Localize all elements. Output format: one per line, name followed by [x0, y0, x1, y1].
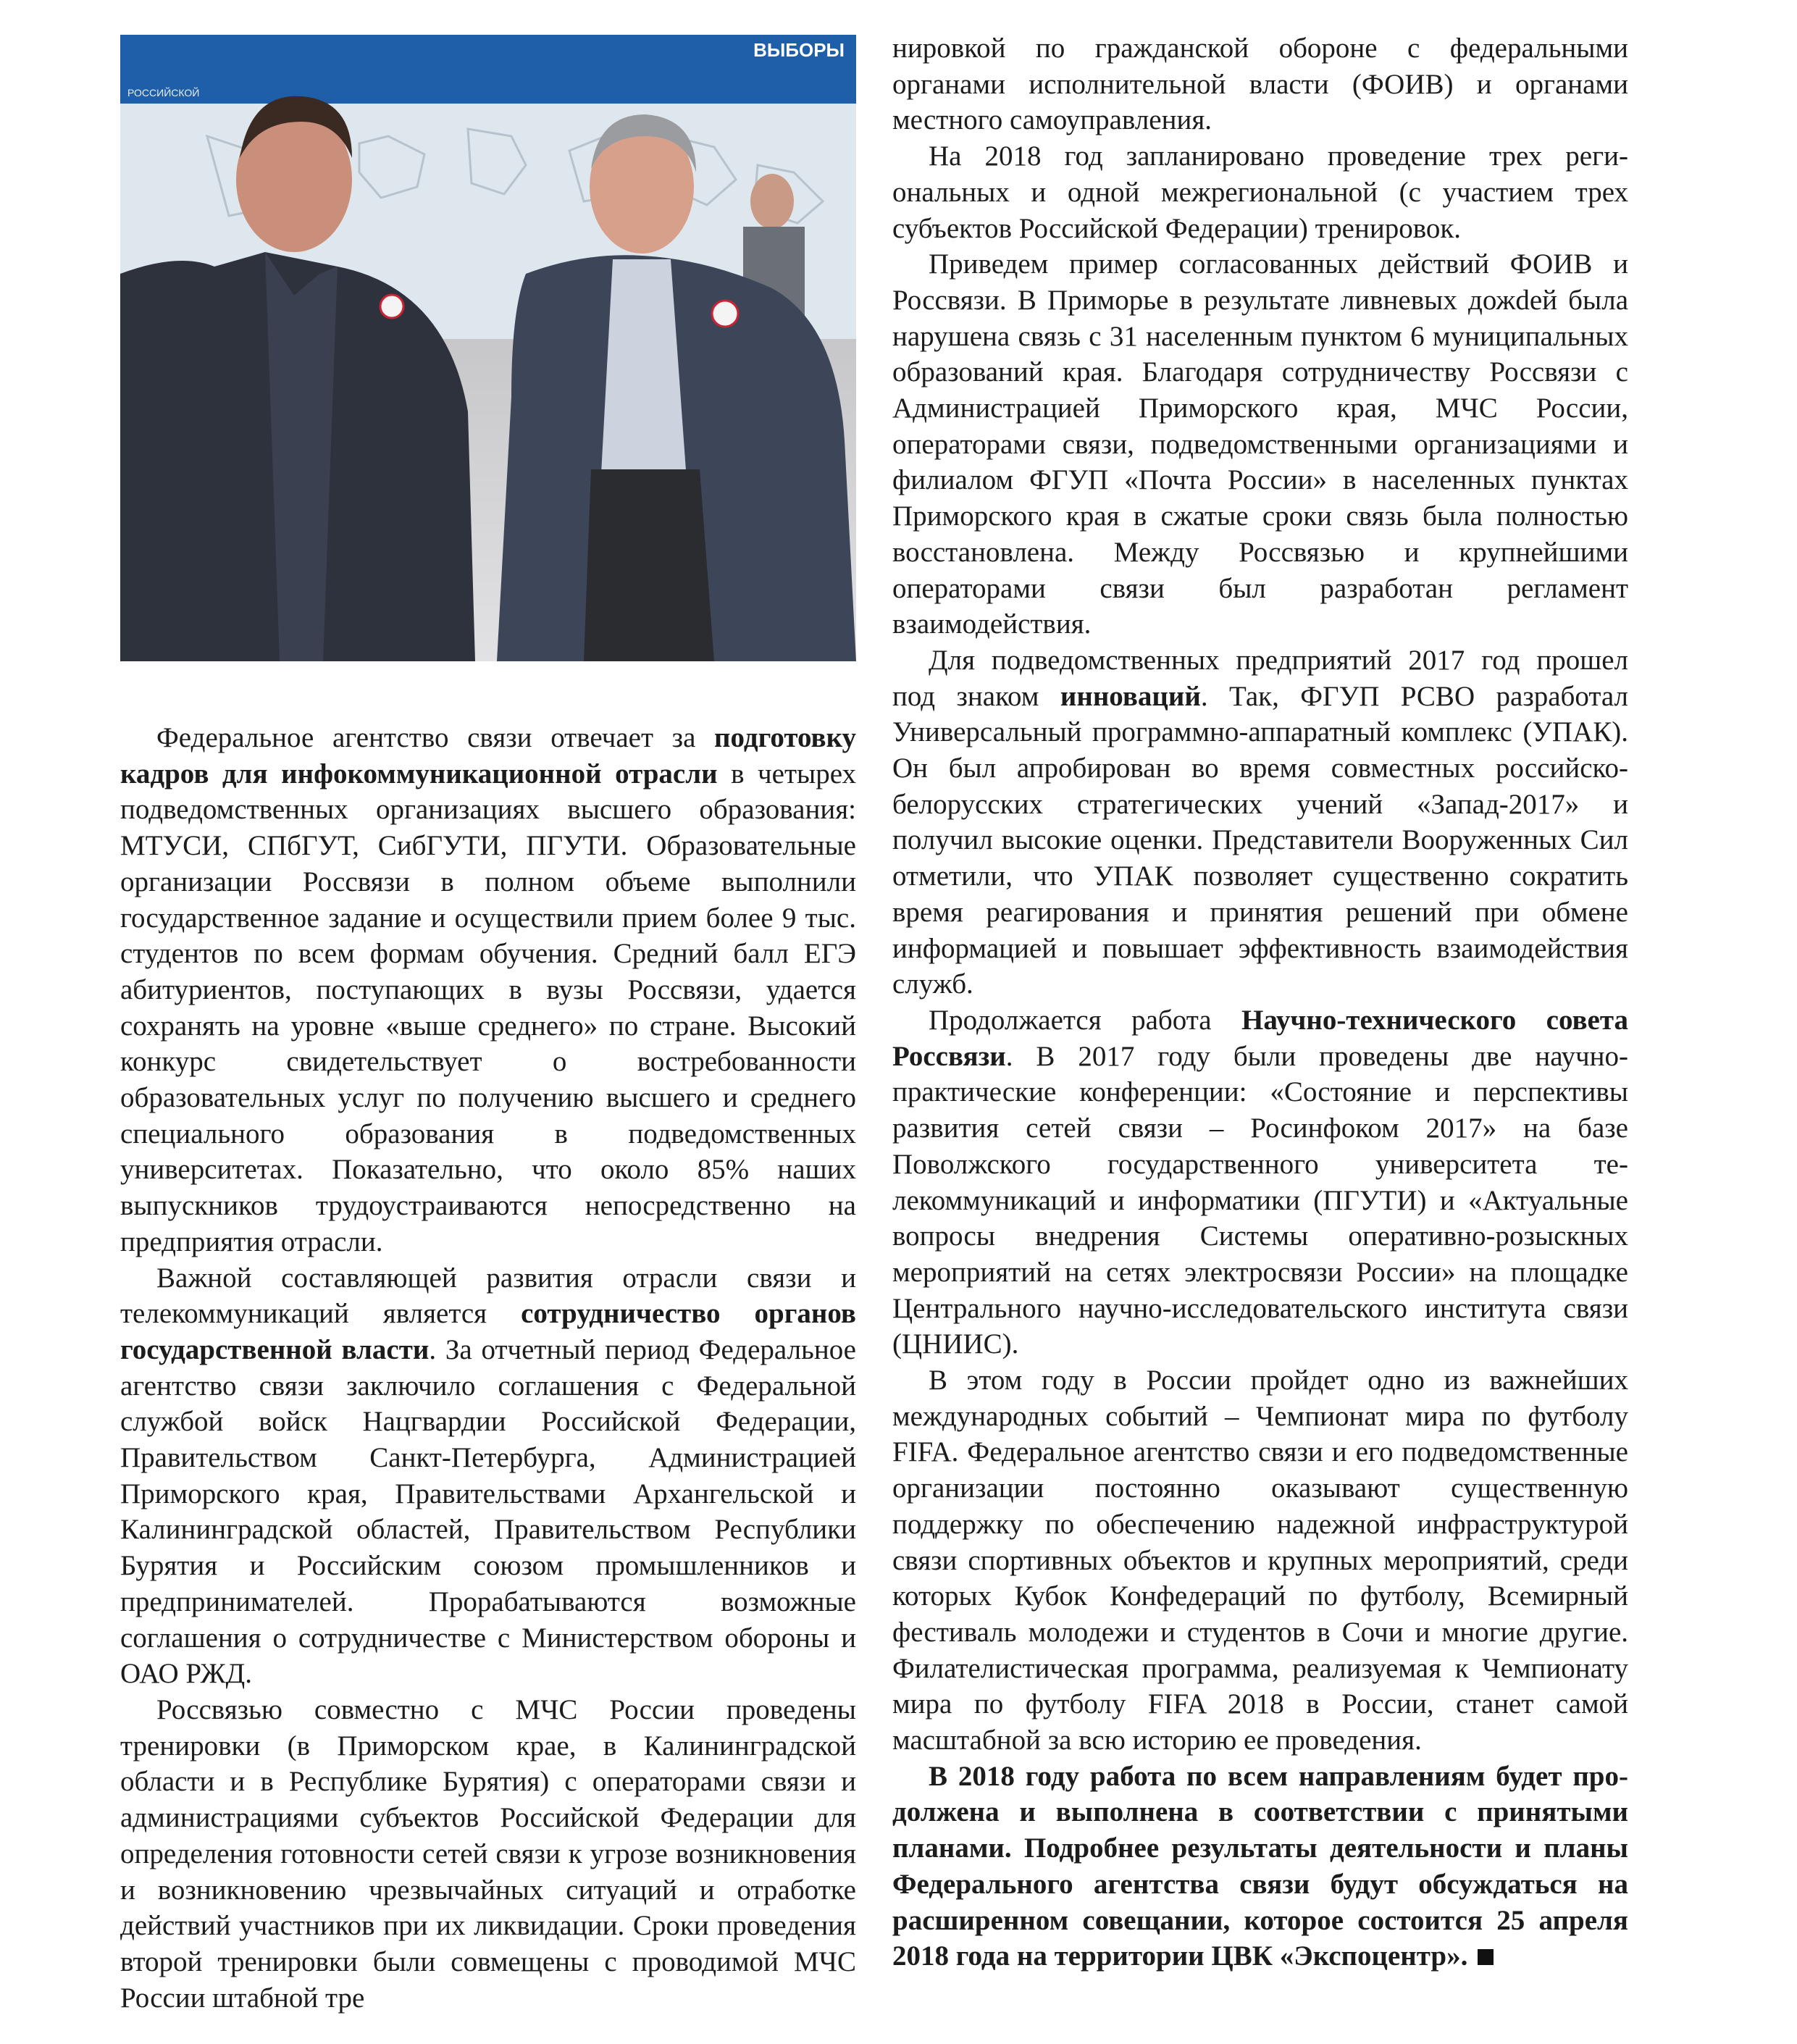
- bold-text: сотрудничество органов государственной власти: [120, 1298, 856, 1365]
- text-run: Для подведомственных предприятий 2017 год прошел под знаком: [892, 644, 1628, 712]
- text-run: . Так, ФГУП РСВО разработал Универсальный программно-аппаратный комплекс (УПАК). Он был апробирован во время совместных российско-белорусских стратегических учений «Запад-2017» и получил высокие оценки. Представители Вооруженных Сил отметили, что УПАК позволяет существенно сократить время реагирования и принятия решений при обмене информацией и повышает эффективность взаимодействия служб.: [892, 680, 1628, 1000]
- paragraph: [892, 1002, 1628, 1362]
- bold-text: подготовку кадров для инфокоммуникационной отрасли: [120, 722, 856, 789]
- text-run: . В 2017 году были проведены две научно-практические конференции: «Состояние и перспективы развития сетей связи – Росинфоком 2017» на базе Поволжского государственного университета телекоммуникаций и информатики (ПГУТИ) и «Актуальные вопросы внедрения Системы оперативно-розыскных мероприятий на сетях электросвязи России» на площадке Центрального научно-исследовательского института связи (ЦНИИС).: [892, 1040, 1628, 1360]
- text-run: На 2018 год запланировано проведение трех региональных и одной межрегиональной (с участием трех субъектов Российской Федерации) тренировок.: [892, 141, 1628, 244]
- text-run: Россвязью совместно с МЧС России проведены тренировки (в Приморском крае, в Калининградской области и в Республике Бурятия) с операторами связи и администрациями субъектов Российской Федерации для определения готовности сетей связи к угрозе возникновения и возникновению чрезвычайных ситуаций и отработке действий участников при их ликвидации. Сроки проведения второй тренировки были совмещены с проводимой МЧС России штабной тре: [120, 1693, 856, 2014]
- text-run: Приведем пример согласованных действий ФОИВ и Россвязи. В Приморье в результате ливневых дожdей была нарушена связь с 31 населенным пунктом 6 муниципальных образований края. Благодаря сотрудничеству Россвязи с Администрацией Приморского края, МЧС России, операторами связи, подведомственными организациями и филиалом ФГУП «Почта России» в населенных пунктах Приморского края в сжатые сроки связь была полностью восстановлена. Между Россвязью и крупнейшими операторами связи был разработан регламент взаимодействия.: [892, 248, 1628, 640]
- end-of-article-square-icon: [1478, 1949, 1494, 1965]
- article-photo: [120, 35, 856, 661]
- text-run: В этом году в России пройдет одно из важнейших международных событий – Чемпионат мира по футболу FIFA. Федеральное агентство связи и его подведомственные организации постоянно оказывают существенную поддержку по обеспечению надежной инфраструктурой связи спортивных объектов и крупных мероприятий, среди которых Кубок Конфедераций по футболу, Всемирный фестиваль молодежи и студентов в Сочи и многие другие. Филателистическая программа, реализуемая к Чемпионату мира по футболу FIFA 2018 в России, станет самой масштабной за всю историю ее проведения.: [892, 1365, 1628, 1756]
- article-column-left: [120, 720, 856, 2016]
- photo-two-men-at-map-wall: [120, 35, 856, 661]
- text-run: нировкой по гражданской обороне с федеральными органами исполнительной власти (ФОИВ) и органами местного самоуправления.: [892, 33, 1628, 136]
- text-run: . За отчетный период Федеральное агентство связи заключило соглашения с Федеральной службой войск Нацгвардии Российской Федерации, Правительством Санкт-Петербурга, Администрацией Приморского края, Правительствами Архангельской и Калининградской областей, Правительством Республики Бурятия и Российским союзом промышленников и предпринимателей. Прорабатываются возможные соглашения о сотрудничестве с Министерством обороны и ОАО РЖД.: [120, 1333, 856, 1690]
- paragraph: [120, 1692, 856, 2016]
- banner-text: ВЫБОРЫ: [753, 39, 845, 61]
- paragraph: [120, 1260, 856, 1692]
- bold-text: инноваций: [1060, 680, 1201, 712]
- text-run: Продолжается работа: [929, 1004, 1241, 1036]
- paragraph: [892, 1759, 1628, 1974]
- article-column-right: [892, 30, 1628, 1974]
- wall-text: РОССИЙСКОЙ: [127, 87, 200, 99]
- text-run: в четырех подведомственных организациях высшего образования: МТУСИ, СПбГУТ, СибГУТИ, ПГУТИ. Образовательные организации Россвязи в полном объеме выполнили государственное задание и осуществили прием более 9 тыс. студентов по всем формам обучения. Средний балл ЕГЭ абитуриентов, поступающих в вузы Россвязи, удается сохранять на уровне «выше среднего» по стране. Высокий конкурс свидетельствует о востребованности образовательных услуг по получению высшего и среднего специального образования в подведомственных университетах. Показательно, что около 85% наших выпускников трудоустраиваются непосредственно на предприятия отрасли.: [120, 758, 856, 1257]
- text-run: Важной составляющей развития отрасли связи и телекоммуникаций является: [120, 1262, 856, 1330]
- paragraph: [892, 138, 1628, 246]
- paragraph: [892, 1362, 1628, 1759]
- bold-text: Научно-технического совета Россвязи: [892, 1004, 1628, 1072]
- paragraph: [892, 30, 1628, 138]
- paragraph: [892, 246, 1628, 642]
- paragraph: [120, 720, 856, 1260]
- paragraph: [892, 642, 1628, 1002]
- bold-text: В 2018 году работа по всем направлениям будет продолжена и выполнена в соответствии с принятыми планами. Подробнее результаты деятельности и планы Федерального агентства связи будут обсуждаться на расширенном совещании, которое состоится 25 апреля 2018 года на территории ЦВК «Экспоцентр».: [892, 1760, 1628, 1972]
- text-run: Федеральное агентство связи отвечает за: [156, 722, 715, 753]
